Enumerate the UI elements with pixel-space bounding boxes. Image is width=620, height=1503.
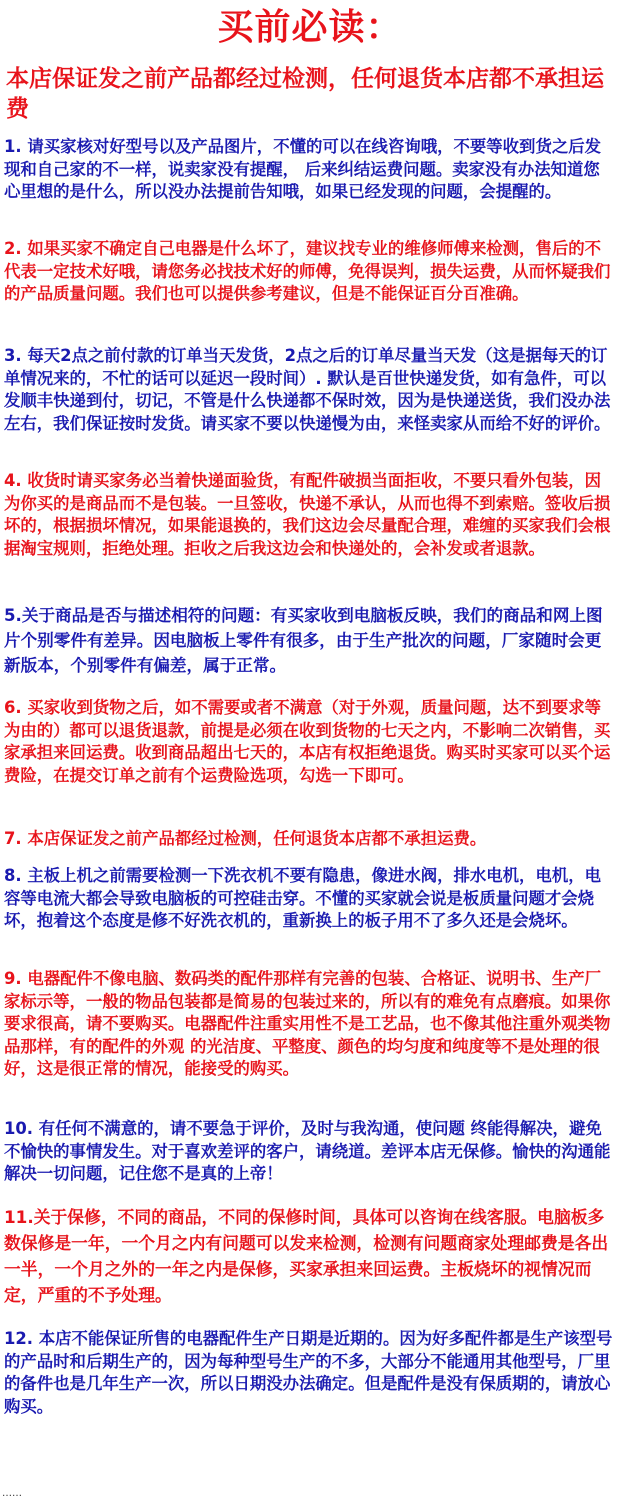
paragraph-10: 10. 有任何不满意的，请不要急于评价，及时与我沟通，使问题 终能得解决，避免不愉快的事情发生。对于喜欢差评的客户，请绕道。差评本店无保修。愉快的沟通能解决一切问题，记住您不是真的上帝！ bbox=[4, 1119, 611, 1183]
footer-ellipsis: …… bbox=[2, 1488, 22, 1499]
paragraph-6: 6. 买家收到货物之后，如不需要或者不满意（对于外观，质量问题，达不到要求等为由的）都可以退货退款，前提是必须在收到货物的七天之内，不影响二次销售，买家承担来回运费。收到商品超出七天的，本店有权拒绝退货。购买时买家可以买个运费险，在提交订单之前有个运费险选项，勾选一下即可。 bbox=[4, 698, 611, 785]
page-title: 买前必读： bbox=[217, 7, 403, 48]
paragraph-9: 9. 电器配件不像电脑、数码类的配件那样有完善的包装、合格证、说明书、生产厂家标示等，一般的物品包装都是简易的包装过来的，所以有的难免有点磨痕。如果你要求很高，请不要购买。电器配件注重实用性不是工艺品，也不像其他注重外观类物品那样，有的配件的外观 的光洁度、平整度、颜色的均匀度和纯度等不是处理的很好，这是很正常的情况，能接受的购买。 bbox=[4, 969, 611, 1078]
paragraph-11: 11.关于保修，不同的商品，不同的保修时间，具体可以咨询在线客服。电脑板多数保修是一年，一个月之内有问题可以发来检测，检测有问题商家处理邮费是各出一半，一个月之外的一年之内是保修，买家承担来回运费。主板烧坏的视情况而定，严重的不予处理。 bbox=[4, 1207, 609, 1305]
paragraph-8: 8. 主板上机之前需要检测一下洗衣机不要有隐患，像进水阀，排水电机，电机，电容等电流大都会导致电脑板的可控硅击穿。不懂的买家就会说是板质量问题才会烧坏，抱着这个态度是修不好洗衣机的，重新换上的板子用不了多久还是会烧坏。 bbox=[4, 866, 602, 930]
paragraph-4: 4. 收货时请买家务必当着快递面验货，有配件破损当面拒收，不要只看外包装，因为你买的是商品而不是包装。一旦签收，快递不承认，从而也得不到索赔。签收后损坏的，根据损坏情况，如果能退换的，我们这边会尽量配合理，难缠的买家我们会根据淘宝规则，拒绝处理。拒收之后我这边会和快递处的，会补发或者退款。 bbox=[4, 471, 611, 558]
headline-notice: 本店保证发之前产品都经过检测，任何退货本店都不承担运费 bbox=[6, 66, 604, 122]
paragraph-3: 3. 每天2点之前付款的订单当天发货，2点之后的订单尽量当天发（这是据每天的订单情况来的，不忙的话可以延迟一段时间）. 默认是百世快递发货，如有急件，可以发顺丰快递到付，切记，不管是什么快递都不保时效，因为是快递送货，我们没办法左右，我们保证按时发货。请买家不要以快递慢为由，来怪卖家从而给不好的评价。 bbox=[4, 346, 611, 433]
paragraph-5: 5.关于商品是否与描述相符的问题：有买家收到电脑板反映，我们的商品和网上图片个别零件有差异。因电脑板上零件有很多，由于生产批次的问题，厂家随时会更新版本，个别零件有偏差，属于正常。 bbox=[4, 606, 603, 675]
paragraph-1: 1. 请买家核对好型号以及产品图片，不懂的可以在线咨询哦，不要等收到货之后发现和自己家的不一样，说卖家没有提醒， 后来纠结运费问题。卖家没有办法知道您心里想的是什么，所以没办法提前告知哦，如果已经发现的问题，会提醒的。 bbox=[4, 137, 602, 201]
paragraph-12: 12. 本店不能保证所售的电器配件生产日期是近期的。因为好多配件都是生产该型号的产品时和后期生产的，因为每种型号生产的不多，大部分不能通用其他型号，厂里的备件也是几年生产一次，所以日期没办法确定。但是配件是没有保质期的，请放心购买。 bbox=[4, 1329, 613, 1416]
paragraph-7: 7. 本店保证发之前产品都经过检测，任何退货本店都不承担运费。 bbox=[4, 829, 487, 848]
paragraph-2: 2. 如果买家不确定自己电器是什么坏了，建议找专业的维修师傅来检测，售后的不代表一定技术好哦，请您务必找技术好的师傅，免得误判，损失运费，从而怀疑我们的产品质量问题。我们也可以提供参考建议，但是不能保证百分百准确。 bbox=[4, 239, 611, 303]
